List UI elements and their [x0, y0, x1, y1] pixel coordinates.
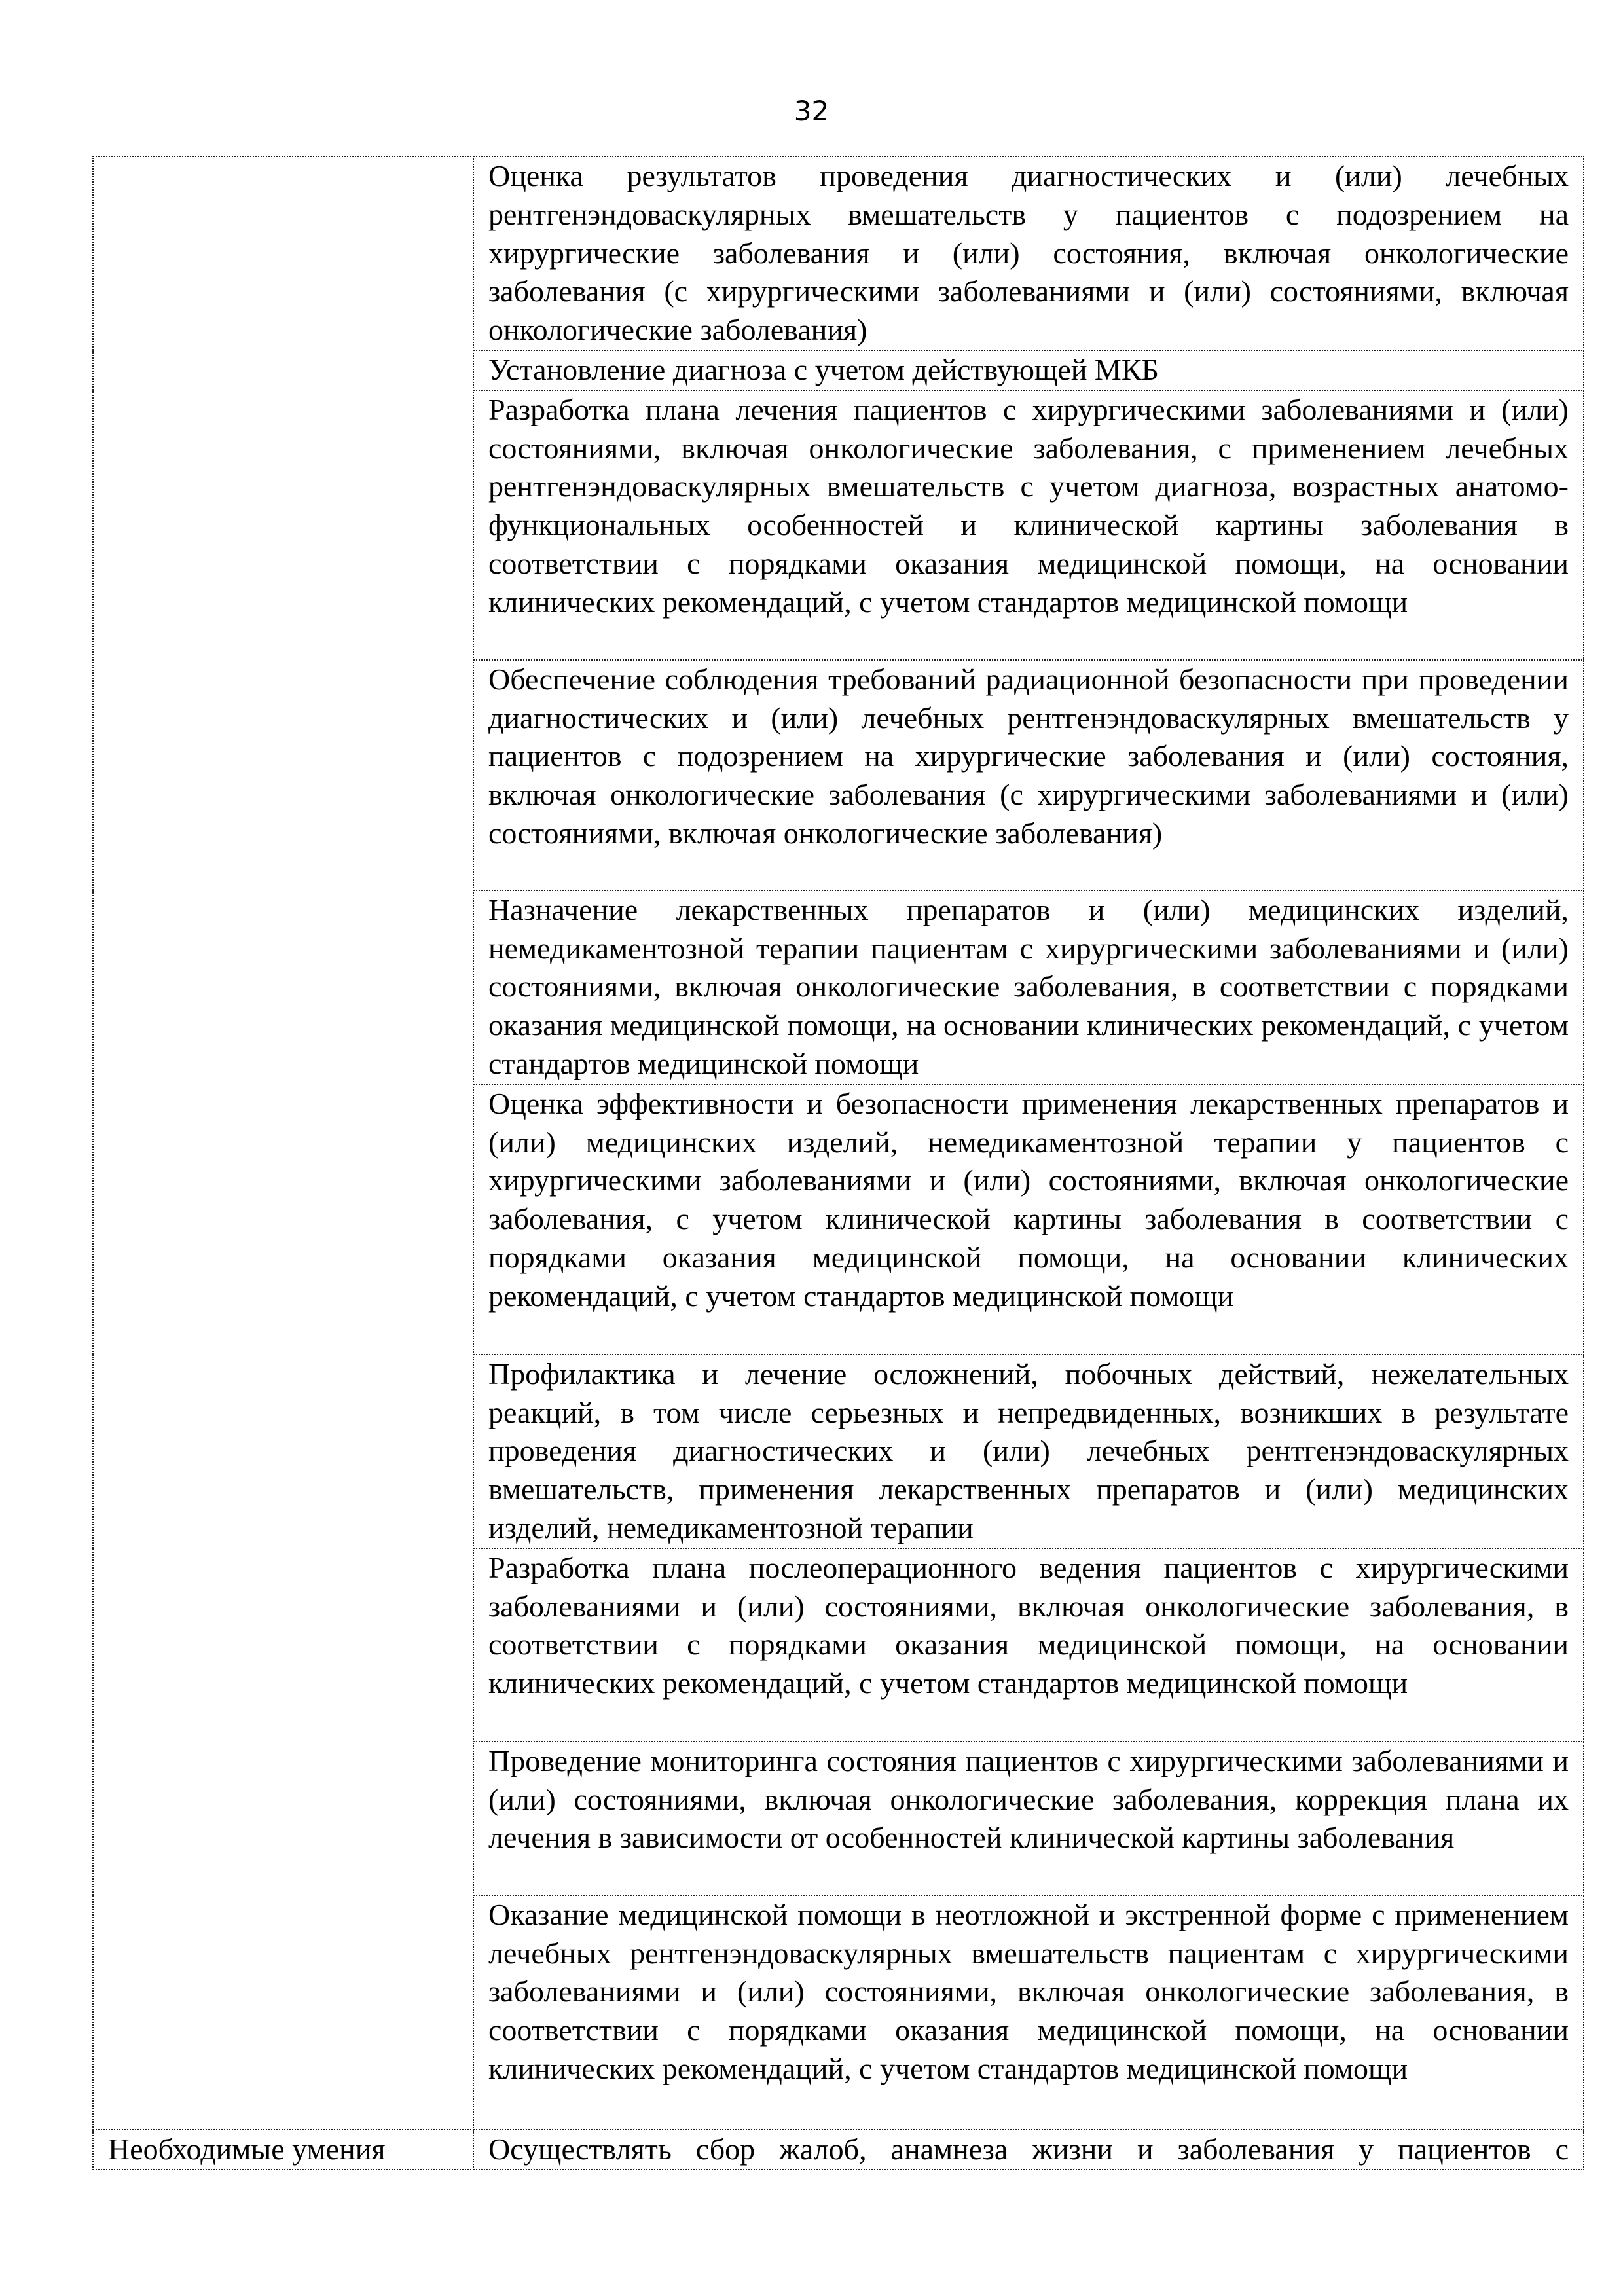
- action-cell: [473, 1548, 1584, 1741]
- action-cell: [473, 390, 1584, 660]
- skill-text: Осуществлять сбор жалоб, анамнеза жизни и заболевания у пациентов с: [488, 2132, 1569, 2166]
- section-label-cell: [93, 156, 473, 2130]
- action-text: Обеспечение соблюдения требований радиационной безопасности при проведении диагностических и (или) лечебных рентгенэндоваскулярных вмешательств у пациентов с подозрением на хирургические заболевания и (или) состояния, включая онкологические заболевания (с хирургическими заболеваниями и (или) состояниями, включая онкологические заболевания): [488, 662, 1569, 850]
- action-text: Оказание медицинской помощи в неотложной и экстренной форме с применением лечебных рентгенэндоваскулярных вмешательств пациентам с хирургическими заболеваниями и (или) состояниями, включая онкологические заболевания, в соответствии с порядками оказания медицинской помощи, на основании клинических рекомендаций, с учетом стандартов медицинской помощи: [488, 1897, 1569, 2085]
- skill-cell: [473, 2130, 1584, 2170]
- action-text: Установление диагноза с учетом действующей МКБ: [488, 353, 1159, 386]
- action-cell: [473, 156, 1584, 350]
- action-text: Разработка плана лечения пациентов с хирургическими заболеваниями и (или) состояниями, включая онкологические заболевания, с применением лечебных рентгенэндоваскулярных вмешательств с учетом диагноза, возрастных анатомо-функциональных особенностей и клинической картины заболевания в соответствии с порядками оказания медицинской помощи, на основании клинических рекомендаций, с учетом стандартов медицинской помощи: [488, 392, 1569, 619]
- action-cell: [473, 1084, 1584, 1355]
- action-cell: [473, 350, 1584, 390]
- action-cell: [473, 1895, 1584, 2130]
- action-cell: [473, 890, 1584, 1084]
- action-cell: [473, 660, 1584, 890]
- labor-functions-table: [92, 156, 1584, 2170]
- action-text: Оценка эффективности и безопасности применения лекарственных препаратов и (или) медицинских изделий, немедикаментозной терапии у пациентов с хирургическими заболеваниями и (или) состояниями, включая онкологические заболевания, с учетом клинической картины заболевания в соответствии с порядками оказания медицинской помощи, на основании клинических рекомендаций, с учетом стандартов медицинской помощи: [488, 1086, 1569, 1313]
- action-text: Профилактика и лечение осложнений, побочных действий, нежелательных реакций, в том числе серьезных и непредвиденных, возникших в результате проведения диагностических и (или) лечебных рентгенэндоваскулярных вмешательств, применения лекарственных препаратов и (или) медицинских изделий, немедикаментозной терапии: [488, 1357, 1569, 1544]
- action-text: Проведение мониторинга состояния пациентов с хирургическими заболеваниями и (или) состояниями, включая онкологические заболевания, коррекция плана их лечения в зависимости от особенностей клинической картины заболевания: [488, 1743, 1569, 1855]
- action-text: Разработка плана послеоперационного ведения пациентов с хирургическими заболеваниями и (или) состояниями, включая онкологические заболевания, в соответствии с порядками оказания медицинской помощи, на основании клинических рекомендаций, с учетом стандартов медицинской помощи: [488, 1550, 1569, 1700]
- table-row: [93, 156, 1584, 350]
- table-row: [93, 2130, 1584, 2170]
- section-label: Необходимые умения: [108, 2132, 386, 2166]
- action-text: Назначение лекарственных препаратов и (или) медицинских изделий, немедикаментозной терапии пациентам с хирургическими заболеваниями и (или) состояниями, включая онкологические заболевания, в соответствии с порядками оказания медицинской помощи, на основании клинических рекомендаций, с учетом стандартов медицинской помощи: [488, 892, 1569, 1080]
- action-cell: [473, 1355, 1584, 1548]
- page-number: 32: [793, 95, 830, 127]
- section-label-cell: [93, 2130, 473, 2170]
- action-cell: [473, 1741, 1584, 1895]
- action-text: Оценка результатов проведения диагностических и (или) лечебных рентгенэндоваскулярных вмешательств у пациентов с подозрением на хирургические заболевания и (или) состояния, включая онкологические заболевания (с хирургическими заболеваниями и (или) состояниями, включая онкологические заболевания): [488, 159, 1569, 347]
